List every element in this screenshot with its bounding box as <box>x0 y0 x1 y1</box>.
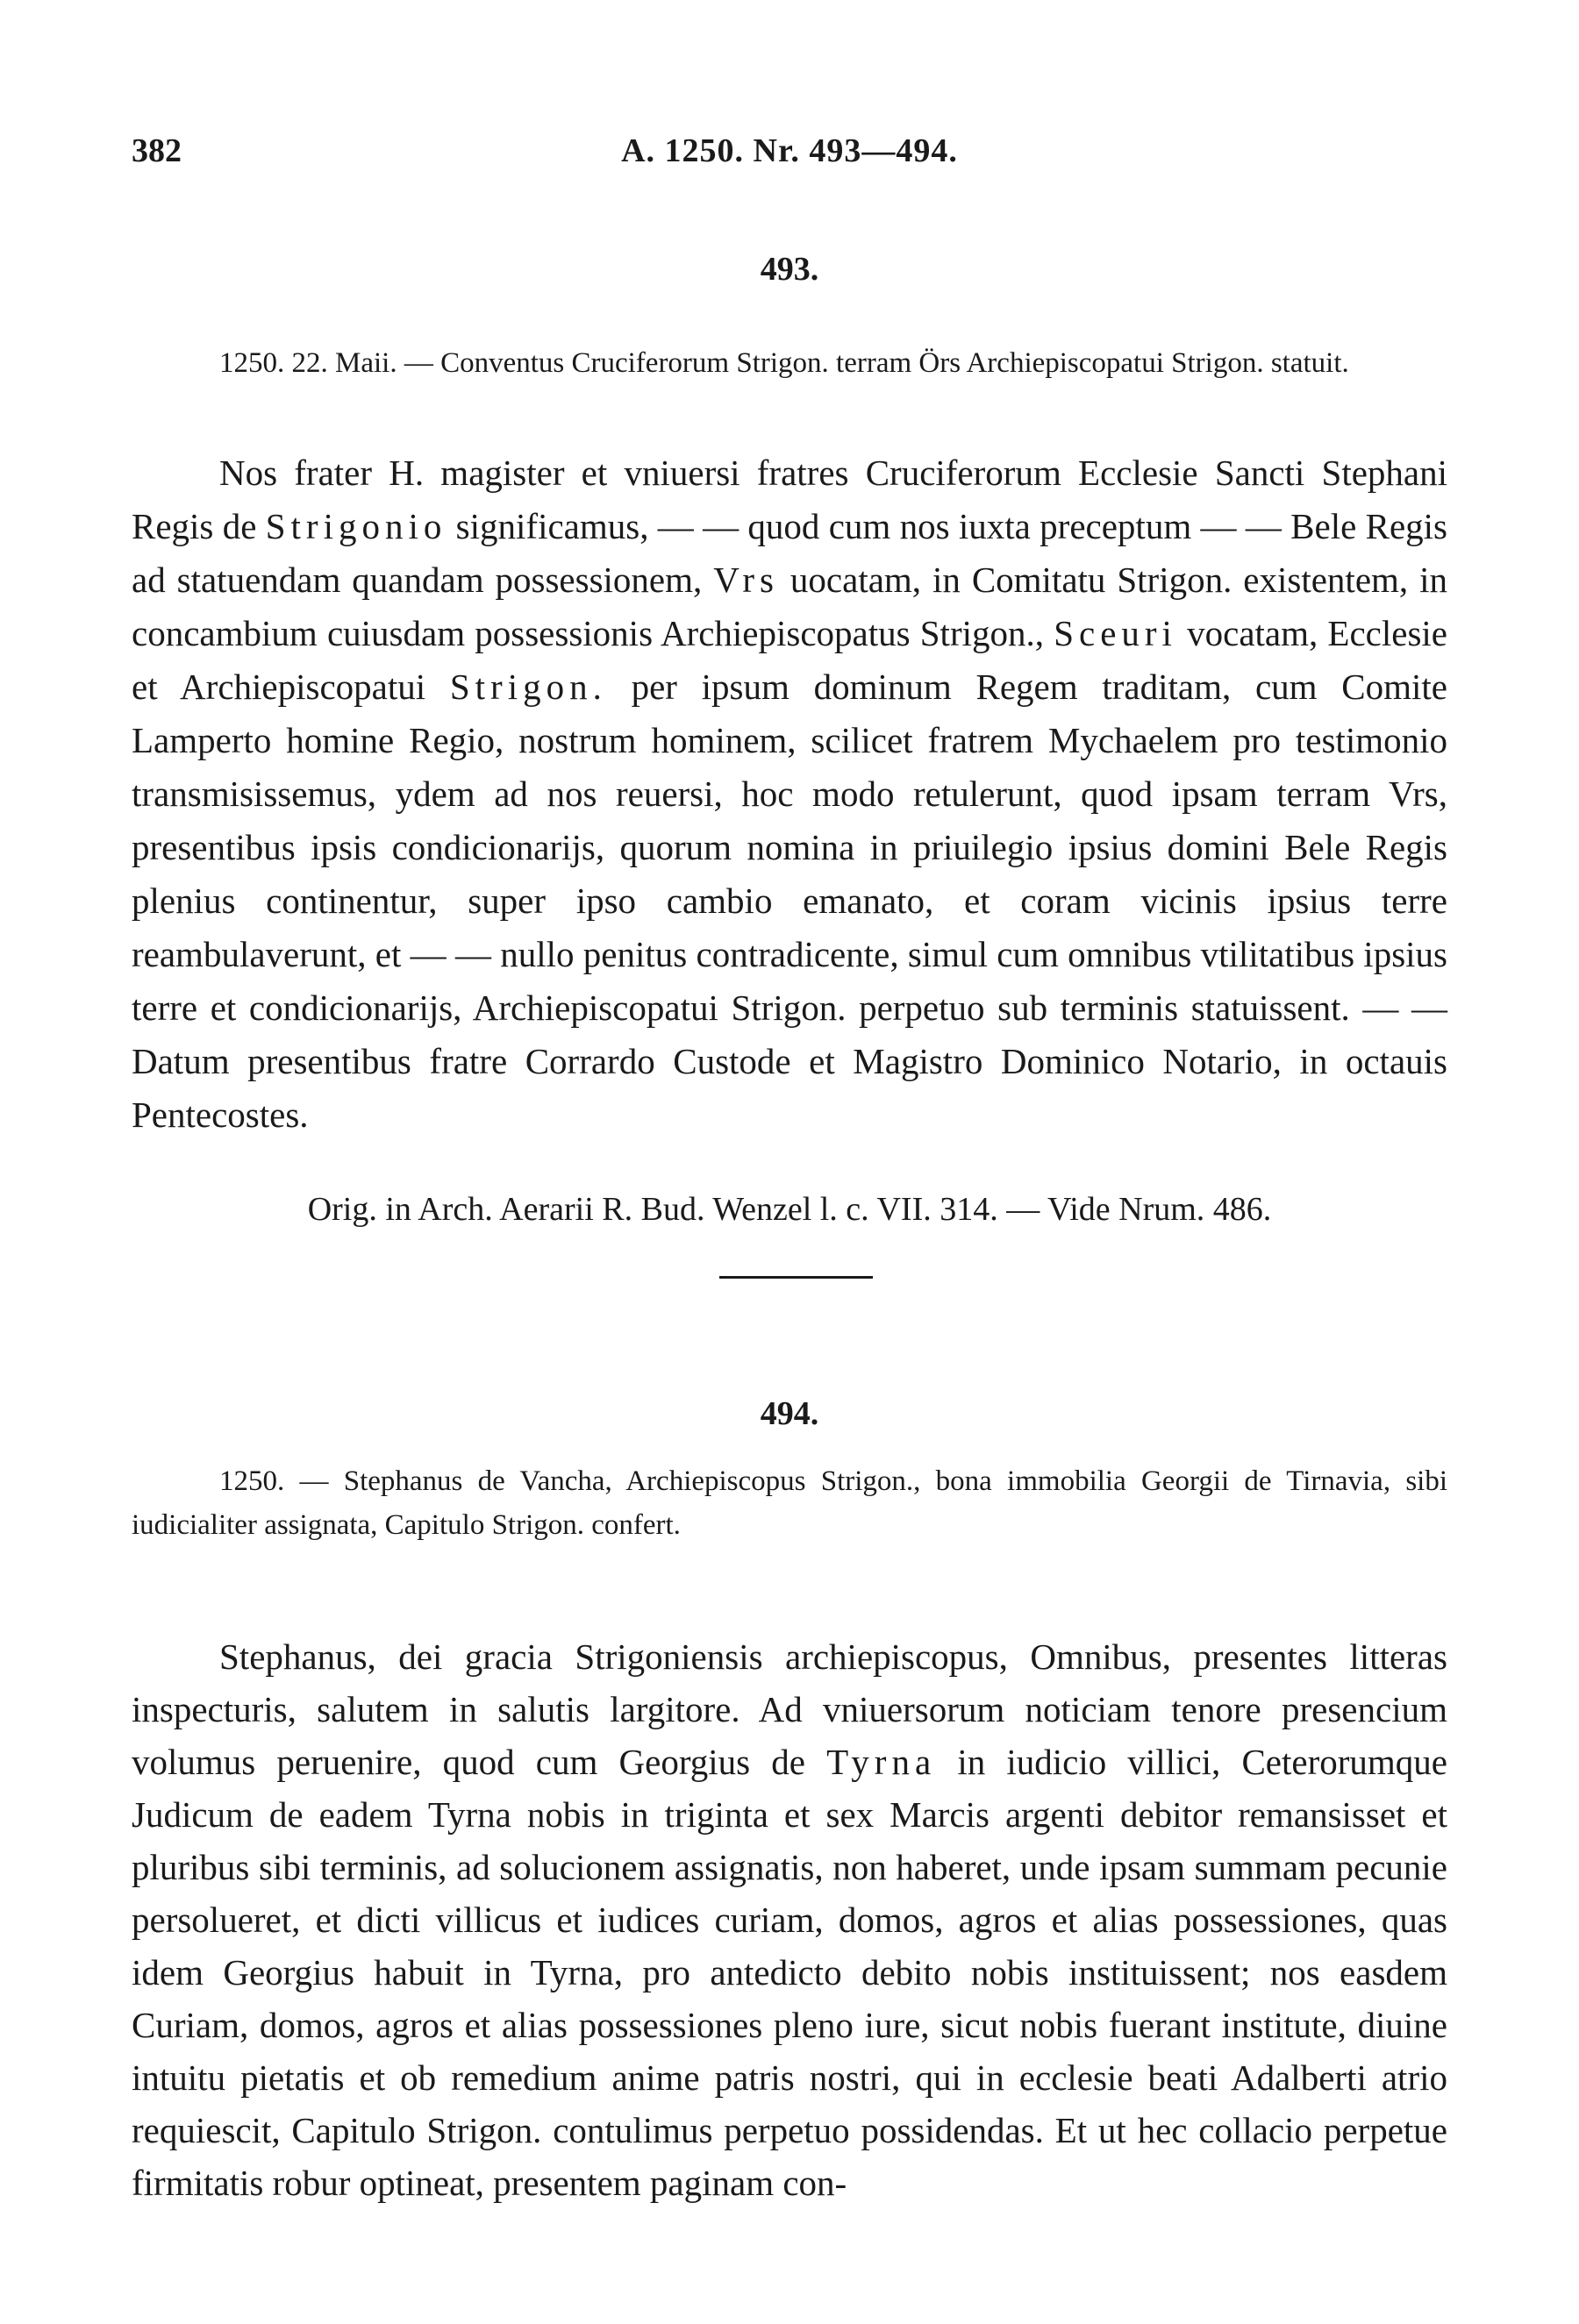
document-body <box>132 446 1447 1142</box>
source-citation: Orig. in Arch. Aerarii R. Bud. Wenzel l. c. VII. 314. — Vide Nrum. 486. <box>307 1191 1272 1228</box>
document-494 <box>132 1394 1447 2209</box>
body-text-segment: vocatam, Ecclesie et Archiepiscopatui <box>132 613 1447 707</box>
section-divider <box>719 1276 873 1279</box>
running-head: A. 1250. Nr. 493—494. <box>621 132 958 169</box>
document-summary: 1250. 22. Maii. — Conventus Cruciferorum Strigon. terram Örs Archiepiscopatui Strigon. statuit. <box>219 347 1349 379</box>
spaced-name: Strigon. <box>449 667 607 707</box>
spaced-name: Sceuri <box>1054 613 1177 653</box>
document-number: 493. <box>760 251 819 288</box>
body-text-segment: in iudicio villici, Ceterorumque Judicum de eadem Tyrna nobis in triginta et sex Marcis argenti debitor remansisset et pluribus sibi terminis, ad solucionem assignatis, non haberet, unde ipsam summam pecunie persolueret, et dicti villicus et iudices curiam, domos, agros et alias possessiones, quas idem Georgius habuit in Tyrna, pro antedicto debito nobis instituissent; nos easdem Curiam, domos, agros et alias possessiones pleno iure, sicut nobis fuerant institute, diuine intuitu pietatis et ob remedium anime patris nostri, qui in ecclesie beati Adalberti atrio requiescit, Capitulo Strigon. contulimus perpetuo possidendas. Et ut hec collacio perpetue firmitatis robur optineat, presentem paginam con- <box>132 1742 1447 2203</box>
page-number: 382 <box>132 132 182 169</box>
spaced-name: Strigonio <box>265 506 447 546</box>
spaced-name: Tyrna <box>826 1742 937 1782</box>
body-text-segment: uocatam, in Comitatu Strigon. existentem, in concambium cuiusdam possessionis Archiepiscopatus Strigon., <box>132 560 1447 653</box>
document-number: 494. <box>760 1395 819 1432</box>
body-text-segment: per ipsum dominum Regem traditam, cum Comite Lamperto homine Regio, nostrum hominem, scilicet fratrem Mychaelem pro testimonio transmisissemus, ydem ad nos reuersi, hoc modo retulerunt, quod ipsam terram Vrs, presentibus ipsis condicionarijs, quorum nomina in priuilegio ipsius domini Bele Regis plenius continentur, super ipso cambio emanato, et coram vicinis ipsius terre reambulaverunt, et — — nullo penitus contradicente, simul cum omnibus vtilitatibus ipsius terre et condicionarijs, Archiepiscopatui Strigon. perpetuo sub terminis statuissent. — — Datum presentibus fratre Corrardo Custode et Magistro Dominico Notario, in octauis Pentecostes. <box>132 667 1447 1135</box>
page-header <box>0 132 1579 184</box>
spaced-name: Vrs <box>713 560 779 600</box>
document-body <box>132 1630 1447 2209</box>
body-text-segment: Nos frater H. magister et vniuersi fratres Cruciferorum Ecclesie Sancti Stephani Regis de <box>132 453 1447 546</box>
body-text-segment: significamus, — — quod cum nos iuxta preceptum — — Bele Regis ad statuendam quandam possessionem, <box>132 506 1447 600</box>
body-text-segment: Stephanus, dei gracia Strigoniensis archiepiscopus, Omnibus, presentes litteras inspecturis, salutem in salutis largitore. Ad vniuersorum noticiam tenore presencium volumus peruenire, quod cum Georgius de <box>132 1636 1447 1782</box>
document-493 <box>132 250 1447 1229</box>
document-summary: 1250. — Stephanus de Vancha, Archiepiscopus Strigon., bona immobilia Georgii de Tirnavia, sibi iudicialiter assignata, Capitulo Strigon. confert. <box>132 1465 1447 1541</box>
